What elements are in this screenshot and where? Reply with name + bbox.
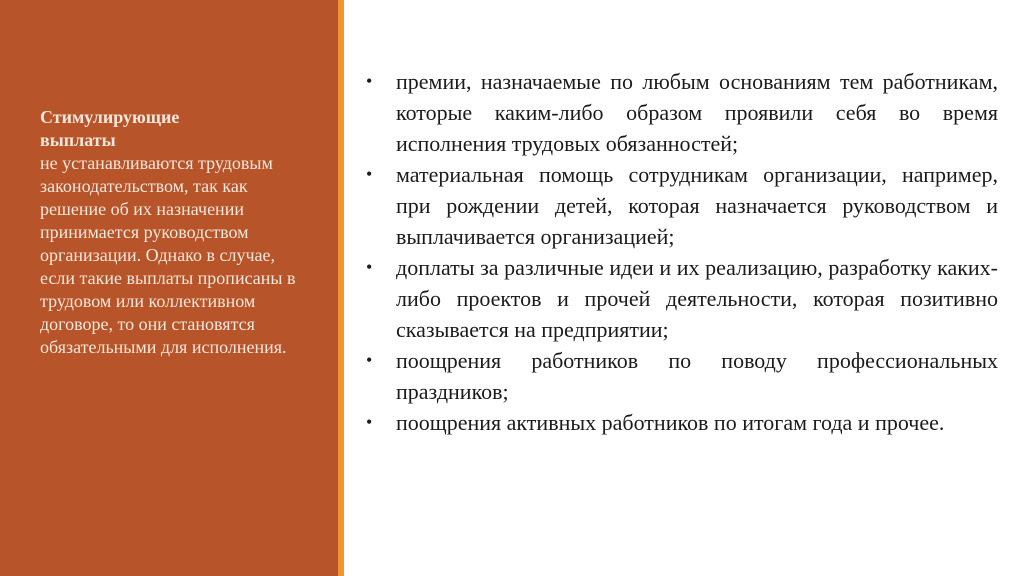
- bullet-item: [362, 66, 998, 159]
- bullet-marker: •: [366, 257, 373, 277]
- accent-stripe: [338, 0, 344, 576]
- left-panel: [0, 0, 338, 576]
- bullet-text: поощрения работников по поводу профессиональных праздников;: [396, 348, 998, 404]
- bullet-marker: •: [366, 412, 373, 432]
- left-body: не устанавливаются трудовым законодательством, так как решение об их назначении принимается руководством организации. Однако в случае, если такие выплаты прописаны в трудовом или коллективном договоре, то они становятся обязательными для исполнения.: [40, 153, 296, 357]
- bullet-item: [362, 159, 998, 252]
- bullet-text: поощрения активных работников по итогам года и прочее.: [396, 410, 945, 435]
- bullet-item: [362, 407, 998, 438]
- bullet-item: [362, 252, 998, 345]
- bullet-item: [362, 345, 998, 407]
- bullet-marker: •: [366, 350, 373, 370]
- bullet-marker: •: [366, 164, 373, 184]
- bullet-text: премии, назначаемые по любым основаниям тем работникам, которые каким-либо образом проявили себя во время исполнения трудовых обязанностей;: [396, 69, 998, 156]
- left-text-block: [40, 106, 310, 359]
- bullet-text: доплаты за различные идеи и их реализацию, разработку каких-либо проектов и прочей деятельности, которая позитивно сказывается на предприятии;: [396, 255, 998, 342]
- bullet-text: материальная помощь сотрудникам организации, например, при рождении детей, которая назначается руководством и выплачивается организацией;: [396, 162, 998, 249]
- bullet-list: [362, 66, 998, 438]
- left-title: Стимулирующие выплаты: [40, 107, 180, 150]
- bullet-marker: •: [366, 71, 373, 91]
